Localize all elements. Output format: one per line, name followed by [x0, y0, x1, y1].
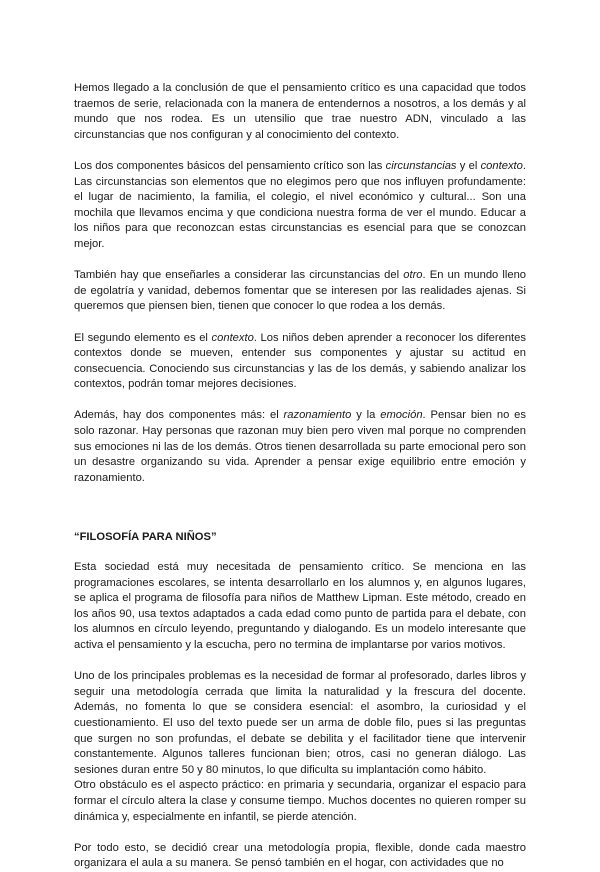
text-run: . Pensar bien no es solo razonar. Hay personas que razonan muy bien pero viven mal porque no comprenden sus emociones ni las de los demás. Otros tienen desarrollada su parte emocional pero son un desastre organizando su vida. Aprender a pensar exige equilibrio entre emoción y razonamiento. — [74, 409, 526, 484]
text-run: . En un mundo lleno de egolatría y vanidad, debemos fomentar que se interesen por las realidades ajenas. Si queremos que piensen bien, tienen que conocer lo que rodea a los demás. — [74, 269, 527, 313]
paragraph-intro: Hemos llegado a la conclusión de que el pensamiento crítico es una capacidad que todos traemos de serie, relacionada con la manera de entendernos a nosotros, a los demás y al mundo que nos rodea. Es un utensilio que trae nuestro ADN, vinculado a las circunstancias que nos configuran y al conocimiento del contexto. — [74, 82, 526, 141]
paragraph-contexto — [74, 331, 526, 393]
emphasis-circunstancias: circunstancias — [385, 159, 457, 172]
emphasis-contexto: contexto — [211, 331, 254, 344]
text-run: . Las circunstancias son elementos que no elegimos pero que nos influyen profundamente: el lugar de nacimiento, la familia, el colegio, el nivel económico y cultural... Son una mochila que llevamos encima y que condiciona nuestra forma de ver el mundo. Educar a los niños para que reconozcan estas circunstancias es esencial para que se conozcan mejor. — [74, 159, 526, 250]
emphasis-contexto: contexto — [480, 159, 523, 172]
document-body — [74, 81, 526, 872]
text-run: Además, hay dos componentes más: el — [74, 409, 284, 422]
text-run: y el — [456, 159, 481, 172]
emphasis-emocion: emoción — [380, 409, 423, 422]
paragraph-components — [74, 159, 526, 253]
paragraph-obstacle: Otro obstáculo es el aspecto práctico: en primaria y secundaria, organizar el espacio para formar el círculo altera la clase y consume tiempo. Muchos docentes no quieren romper su dinámica y, especialmente en infantil, se pierde atención. — [74, 779, 526, 823]
section-heading: “FILOSOFÍA PARA NIÑOS” — [74, 531, 217, 544]
paragraph-razonamiento — [74, 408, 526, 486]
text-run: . Los niños deben aprender a reconocer los diferentes contextos donde se mueven, entender sus componentes y ajustar su actitud en consecuencia. Conociendo sus circunstancias y las de los demás, y sabiendo analizar los contextos, podrán tomar mejores decisiones. — [74, 331, 526, 391]
text-run: También hay que enseñarles a considerar las circunstancias del — [74, 269, 404, 282]
text-run: y la — [351, 409, 381, 422]
text-run: El segundo elemento es el — [74, 331, 212, 344]
paragraph-otro — [74, 268, 526, 315]
emphasis-otro: otro — [403, 269, 423, 282]
paragraph-society: Esta sociedad está muy necesitada de pensamiento crítico. Se menciona en las programaciones escolares, se intenta desarrollarlo en los alumnos y, en algunos lugares, se aplica el programa de filosofía para niños de Matthew Lipman. Este método, creado en los años 90, usa textos adaptados a cada edad como punto de partida para el debate, con los alumnos en círculo leyendo, preguntando y dialogando. Es un modelo interesante que activa el pensamiento y la escucha, pero no termina de implantarse por varios motivos. — [74, 561, 526, 651]
text-run: Los dos componentes básicos del pensamiento crítico son las — [74, 159, 386, 172]
paragraph-conclusion: Por todo esto, se decidió crear una metodología propia, flexible, donde cada maestro organizara el aula a su manera. Se pensó también en el hogar, con actividades que no — [74, 841, 526, 870]
paragraph-problems: Uno de los principales problemas es la necesidad de formar al profesorado, darles libros y seguir una metodología cerrada que limita la naturalidad y la frescura del docente. Además, no fomenta lo que se considera esencial: el asombro, la curiosidad y el cuestionamiento. El uso del texto puede ser un arma de doble filo, pues si las preguntas que surgen no son profundas, el debate se debilita y el facilitador tiene que intervenir constantemente. Algunos talleres funcionan bien; otros, casi no generan diálogo. Las sesiones duran entre 50 y 80 minutos, lo que dificulta su implantación como hábito. — [74, 670, 526, 776]
emphasis-razonamiento: razonamiento — [283, 409, 352, 422]
